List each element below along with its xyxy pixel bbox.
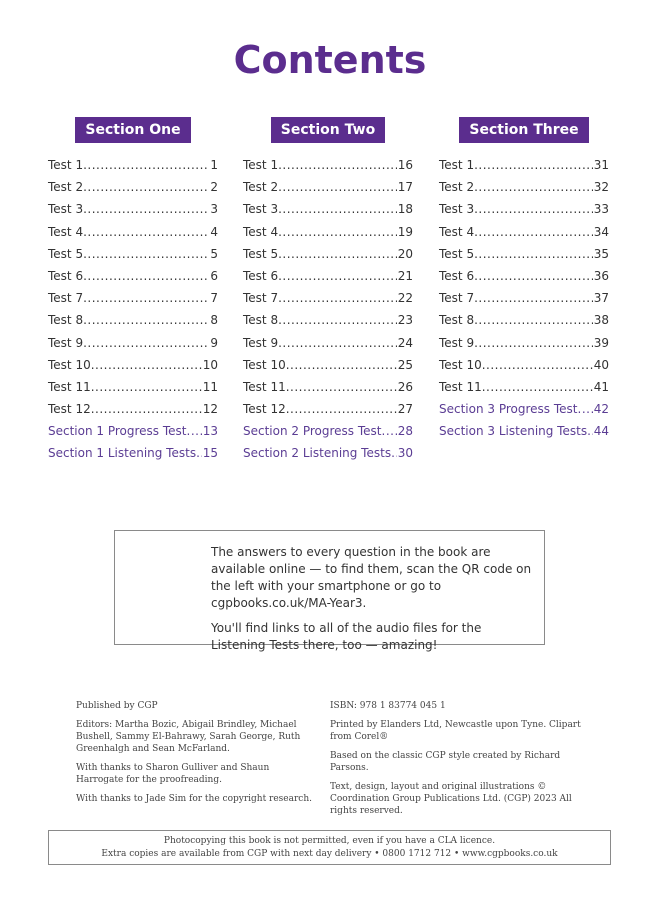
toc-page: 38	[593, 313, 609, 328]
dot-leader	[278, 269, 397, 283]
dot-leader	[91, 358, 202, 372]
toc-label: Test 8	[243, 313, 279, 328]
toc-page: 33	[593, 202, 609, 217]
toc-entry-progress-test[interactable]	[48, 424, 218, 446]
toc-entry[interactable]	[243, 180, 413, 202]
toc-page: 39	[593, 335, 609, 350]
section-three-column	[439, 117, 609, 446]
imprint-left	[76, 700, 316, 812]
dot-leader	[278, 225, 397, 239]
dot-leader	[474, 313, 593, 327]
toc-label: Test 4	[48, 224, 84, 239]
toc-entry-progress-test[interactable]	[439, 402, 609, 424]
toc-entry[interactable]	[243, 358, 413, 380]
style-credit-text: Based on the classic CGP style created by Richard Parsons.	[330, 751, 561, 773]
dot-leader	[474, 291, 593, 305]
toc-entry[interactable]	[48, 202, 218, 224]
dot-leader	[187, 424, 202, 438]
dot-leader	[474, 247, 593, 261]
toc-entry[interactable]	[243, 380, 413, 402]
toc-entry[interactable]	[243, 313, 413, 335]
toc-entry[interactable]	[48, 180, 218, 202]
toc-page: 34	[593, 224, 609, 239]
dot-leader	[474, 202, 593, 216]
dot-leader	[83, 225, 209, 239]
dot-leader	[382, 424, 397, 438]
toc-entry[interactable]	[243, 402, 413, 424]
toc-entry[interactable]	[243, 336, 413, 358]
toc-label: Section 1 Listening Tests	[48, 446, 197, 461]
toc-label: Test 12	[48, 402, 91, 417]
dot-leader	[278, 158, 397, 172]
toc-entry[interactable]	[243, 269, 413, 291]
toc-entry[interactable]	[48, 291, 218, 313]
toc-label: Test 4	[243, 224, 279, 239]
toc-entry[interactable]	[439, 380, 609, 402]
toc-label: Test 9	[243, 335, 279, 350]
toc-page: 12	[202, 402, 218, 417]
toc-page: 42	[593, 402, 609, 417]
toc-label: Test 6	[243, 268, 279, 283]
toc-page: 4	[210, 224, 218, 239]
section-two-list	[243, 158, 413, 469]
toc-page: 35	[593, 246, 609, 261]
toc-page: 30	[397, 446, 413, 461]
toc-label: Test 5	[439, 246, 475, 261]
toc-entry[interactable]	[48, 247, 218, 269]
dot-leader	[91, 380, 202, 394]
toc-label: Test 3	[439, 202, 475, 217]
toc-label: Test 2	[243, 180, 279, 195]
toc-entry[interactable]	[243, 247, 413, 269]
dot-leader	[278, 313, 397, 327]
toc-label: Section 3 Listening Tests	[439, 424, 588, 439]
toc-label: Section 1 Progress Test	[48, 424, 187, 439]
answers-info-box	[114, 530, 545, 652]
audio-info-text: You'll find links to all of the audio files for the Listening Tests there, too — amazing!	[211, 621, 482, 652]
toc-page: 10	[202, 357, 218, 372]
toc-label: Test 10	[48, 357, 91, 372]
toc-label: Test 9	[48, 335, 84, 350]
toc-page: 7	[210, 291, 218, 306]
toc-page: 17	[397, 180, 413, 195]
publisher-text: Published by CGP	[76, 701, 158, 711]
toc-page: 22	[397, 291, 413, 306]
toc-entry[interactable]	[48, 380, 218, 402]
dot-leader	[83, 202, 209, 216]
copyright-text: Text, design, layout and original illustrations © Coordination Group Publications Ltd. (CGP) 2023 All rights reserved.	[330, 782, 572, 816]
dot-leader	[278, 336, 397, 350]
toc-label: Test 11	[439, 379, 482, 394]
section-two-column	[243, 117, 413, 469]
toc-label: Test 3	[243, 202, 279, 217]
toc-label: Test 10	[243, 357, 286, 372]
section-three-list	[439, 158, 609, 446]
dot-leader	[286, 380, 397, 394]
section-two-heading: Section Two	[271, 117, 385, 143]
toc-page: 32	[593, 180, 609, 195]
toc-page: 21	[397, 268, 413, 283]
dot-leader	[286, 402, 397, 416]
toc-entry[interactable]	[48, 358, 218, 380]
toc-label: Section 2 Listening Tests	[243, 446, 392, 461]
toc-entry[interactable]	[439, 247, 609, 269]
toc-page: 2	[210, 180, 218, 195]
dot-leader	[278, 180, 397, 194]
printer-text: Printed by Elanders Ltd, Newcastle upon Tyne. Clipart from Corel®	[330, 720, 581, 742]
toc-page: 15	[202, 446, 218, 461]
dot-leader	[83, 180, 209, 194]
dot-leader	[278, 202, 397, 216]
toc-label: Test 8	[439, 313, 475, 328]
toc-entry-progress-test[interactable]	[243, 424, 413, 446]
toc-entry[interactable]	[439, 202, 609, 224]
toc-entry[interactable]	[439, 158, 609, 180]
toc-page: 41	[593, 379, 609, 394]
toc-page: 27	[397, 402, 413, 417]
dot-leader	[578, 402, 593, 416]
dot-leader	[474, 180, 593, 194]
toc-label: Test 8	[48, 313, 84, 328]
toc-page: 25	[397, 357, 413, 372]
dot-leader	[278, 247, 397, 261]
dot-leader	[83, 247, 209, 261]
photocopy-notice: Photocopying this book is not permitted, even if you have a CLA licence.	[163, 836, 496, 846]
proofreading-thanks: With thanks to Sharon Gulliver and Shaun Harrogate for the proofreading.	[76, 763, 270, 785]
dot-leader	[474, 336, 593, 350]
dot-leader	[474, 158, 593, 172]
imprint-right	[330, 700, 595, 824]
toc-page: 1	[210, 158, 218, 172]
dot-leader	[83, 336, 209, 350]
section-one-list	[48, 158, 218, 469]
toc-entry[interactable]	[439, 358, 609, 380]
toc-label: Test 2	[48, 180, 84, 195]
dot-leader	[83, 313, 209, 327]
toc-label: Test 12	[243, 402, 286, 417]
toc-entry[interactable]	[243, 202, 413, 224]
toc-entry[interactable]	[48, 158, 218, 180]
toc-label: Section 2 Progress Test	[243, 424, 382, 439]
toc-page: 44	[593, 424, 609, 439]
toc-page: 23	[397, 313, 413, 328]
dot-leader	[91, 402, 202, 416]
toc-page: 26	[397, 379, 413, 394]
isbn-text: ISBN: 978 1 83774 045 1	[330, 701, 446, 711]
toc-label: Test 1	[243, 158, 279, 172]
toc-entry[interactable]	[243, 225, 413, 247]
answers-info-text: The answers to every question in the book are available online — to find them, scan the QR code on the left with your smartphone or go to cgpbooks.co.uk/MA-Year3.	[211, 545, 532, 610]
dot-leader	[474, 225, 593, 239]
toc-page: 24	[397, 335, 413, 350]
toc-label: Test 7	[243, 291, 279, 306]
toc-label: Test 6	[48, 268, 84, 283]
toc-label: Test 3	[48, 202, 84, 217]
toc-page: 9	[210, 335, 218, 350]
toc-label: Test 11	[243, 379, 286, 394]
toc-page: 28	[397, 424, 413, 439]
toc-page: 16	[397, 158, 413, 172]
toc-entry[interactable]	[439, 180, 609, 202]
toc-page: 11	[202, 379, 218, 394]
toc-label: Test 1	[48, 158, 84, 172]
dot-leader	[286, 358, 397, 372]
toc-entry[interactable]	[439, 225, 609, 247]
extra-copies-notice: Extra copies are available from CGP with next day delivery • 0800 1712 712 • www.cgpbooks.co.uk	[101, 849, 558, 859]
toc-entry[interactable]	[439, 336, 609, 358]
toc-entry-listening-tests[interactable]	[243, 446, 413, 468]
toc-label: Test 10	[439, 357, 482, 372]
toc-entry[interactable]	[48, 269, 218, 291]
toc-label: Test 5	[243, 246, 279, 261]
toc-page: 8	[210, 313, 218, 328]
dot-leader	[278, 291, 397, 305]
toc-page: 19	[397, 224, 413, 239]
toc-entry[interactable]	[48, 313, 218, 335]
toc-page: 6	[210, 268, 218, 283]
photocopy-notice-box	[48, 830, 611, 865]
dot-leader	[474, 269, 593, 283]
dot-leader	[482, 380, 593, 394]
toc-label: Test 9	[439, 335, 475, 350]
toc-label: Test 7	[439, 291, 475, 306]
dot-leader	[83, 158, 209, 172]
toc-entry[interactable]	[243, 158, 413, 180]
toc-page: 37	[593, 291, 609, 306]
toc-page: 3	[210, 202, 218, 217]
toc-entry[interactable]	[48, 225, 218, 247]
toc-page: 31	[593, 158, 609, 172]
dot-leader	[482, 358, 593, 372]
toc-label: Test 6	[439, 268, 475, 283]
toc-label: Test 2	[439, 180, 475, 195]
section-one-heading: Section One	[75, 117, 190, 143]
dot-leader	[83, 291, 209, 305]
toc-label: Test 11	[48, 379, 91, 394]
toc-label: Test 5	[48, 246, 84, 261]
toc-label: Section 3 Progress Test	[439, 402, 578, 417]
toc-page: 40	[593, 357, 609, 372]
copyright-research-thanks: With thanks to Jade Sim for the copyright research.	[76, 794, 312, 804]
toc-entry[interactable]	[48, 402, 218, 424]
toc-page: 36	[593, 268, 609, 283]
toc-page: 5	[210, 246, 218, 261]
toc-entry[interactable]	[48, 336, 218, 358]
toc-page: 13	[202, 424, 218, 439]
toc-entry-listening-tests[interactable]	[439, 424, 609, 446]
section-one-column	[48, 117, 218, 469]
toc-entry[interactable]	[439, 269, 609, 291]
toc-entry[interactable]	[439, 313, 609, 335]
editors-text: Editors: Martha Bozic, Abigail Brindley, Michael Bushell, Sammy El-Bahrawy, Sarah George, Ruth Greenhalgh and Sean McFarland.	[76, 720, 301, 754]
toc-label: Test 7	[48, 291, 84, 306]
toc-label: Test 1	[439, 158, 475, 172]
toc-entry-listening-tests[interactable]	[48, 446, 218, 468]
dot-leader	[83, 269, 209, 283]
toc-label: Test 4	[439, 224, 475, 239]
page-title: Contents	[233, 38, 427, 82]
toc-entry[interactable]	[439, 291, 609, 313]
toc-page: 18	[397, 202, 413, 217]
toc-page: 20	[397, 246, 413, 261]
toc-entry[interactable]	[243, 291, 413, 313]
section-three-heading: Section Three	[459, 117, 588, 143]
